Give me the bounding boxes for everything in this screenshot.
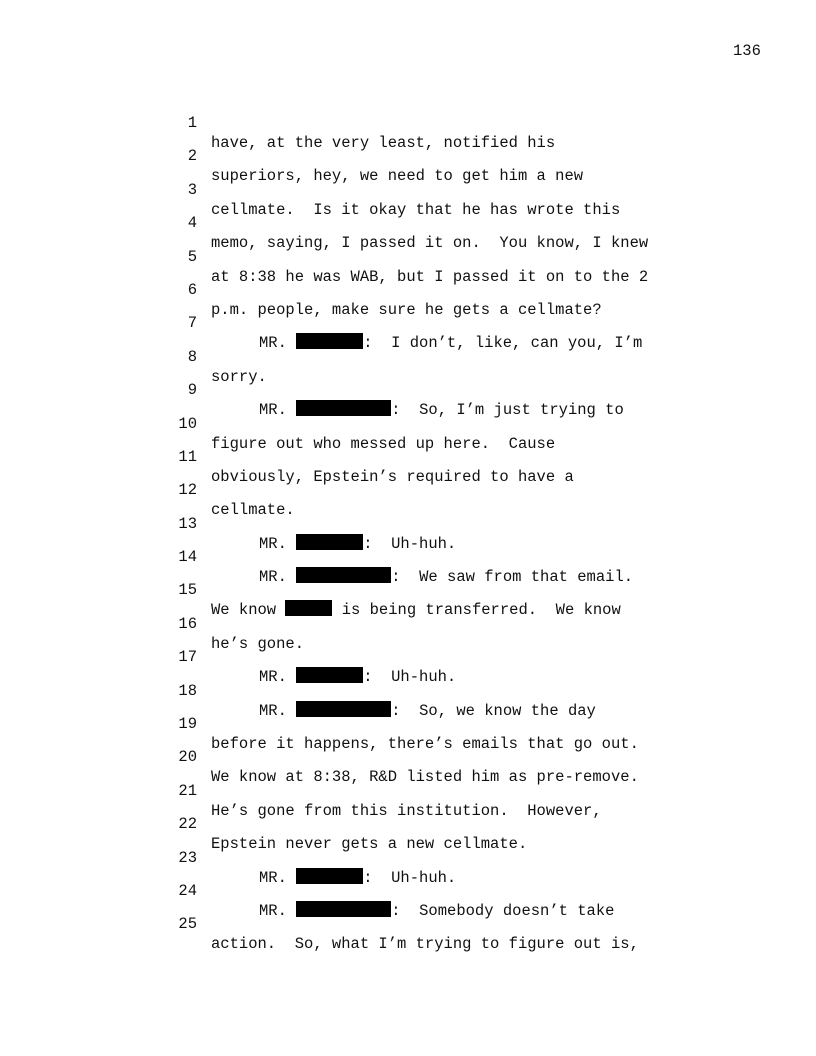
transcript-line bbox=[0, 260, 816, 319]
line-text: action. So, what I’m trying to figure out is, bbox=[211, 935, 639, 954]
line-text: : So, I’m just trying to bbox=[391, 401, 624, 420]
line-number: 2 bbox=[187, 147, 197, 166]
transcript-line bbox=[0, 594, 816, 653]
line-text: he’s gone. bbox=[211, 634, 305, 653]
transcript-line bbox=[0, 193, 816, 253]
line-number: 25 bbox=[178, 915, 197, 934]
transcript-line bbox=[0, 727, 816, 787]
speaker-title: MR. bbox=[259, 701, 287, 720]
transcript-line bbox=[0, 828, 816, 887]
transcript-line bbox=[0, 394, 816, 453]
line-number: 10 bbox=[178, 414, 197, 433]
transcript-line bbox=[0, 126, 816, 186]
speaker-title: MR. bbox=[259, 568, 287, 587]
line-number: 11 bbox=[178, 447, 197, 466]
line-text: superiors, hey, we need to get him a new bbox=[211, 167, 584, 186]
line-text: : Somebody doesn’t take bbox=[391, 901, 615, 920]
line-text: He’s gone from this institution. However, bbox=[211, 801, 602, 820]
line-text: figure out who messed up here. Cause bbox=[211, 434, 556, 453]
line-text: at 8:38 he was WAB, but I passed it on to the 2 bbox=[211, 267, 649, 286]
transcript-line bbox=[0, 427, 816, 486]
line-number: 13 bbox=[178, 514, 197, 533]
line-text: have, at the very least, notified his bbox=[211, 134, 556, 152]
transcript-line bbox=[0, 494, 816, 553]
transcript-line bbox=[0, 160, 816, 219]
line-number: 19 bbox=[178, 715, 197, 734]
line-text: p.m. people, make sure he gets a cellmate? bbox=[211, 300, 602, 319]
line-text: : So, we know the day bbox=[391, 701, 596, 720]
line-number: 24 bbox=[178, 881, 197, 900]
line-text: sorry. bbox=[211, 367, 267, 386]
line-number: 20 bbox=[178, 748, 197, 767]
speaker-title: MR. bbox=[259, 901, 287, 920]
line-number: 1 bbox=[187, 114, 197, 132]
line-number: 16 bbox=[178, 614, 197, 633]
transcript-line bbox=[0, 661, 816, 720]
speaker-title: MR. bbox=[259, 868, 287, 887]
line-number: 21 bbox=[178, 781, 197, 800]
speaker-title: MR. bbox=[259, 334, 287, 353]
page-number: 136 bbox=[733, 42, 761, 60]
line-text: cellmate. Is it okay that he has wrote this bbox=[211, 200, 621, 219]
line-text-after-redaction: is being transferred. We know bbox=[332, 601, 621, 620]
transcript-line bbox=[0, 861, 816, 920]
line-text: : We saw from that email. bbox=[391, 568, 634, 587]
line-number: 7 bbox=[187, 314, 197, 333]
transcript-line bbox=[0, 93, 816, 152]
transcript-line bbox=[0, 527, 816, 587]
line-text: : Uh-huh. bbox=[363, 534, 457, 553]
line-number: 8 bbox=[187, 347, 197, 366]
line-number: 14 bbox=[178, 548, 197, 567]
transcript-line bbox=[0, 894, 816, 954]
line-number: 17 bbox=[178, 648, 197, 667]
line-number: 4 bbox=[187, 214, 197, 233]
transcript-line bbox=[0, 360, 816, 420]
line-text: obviously, Epstein’s required to have a bbox=[211, 467, 574, 486]
speaker-title: MR. bbox=[259, 401, 287, 420]
transcript-body bbox=[0, 93, 816, 954]
transcript-line bbox=[0, 293, 816, 353]
line-text: : I don’t, like, can you, I’m bbox=[363, 334, 643, 353]
line-number: 22 bbox=[178, 815, 197, 834]
line-text: : Uh-huh. bbox=[363, 868, 457, 887]
speaker-title: MR. bbox=[259, 668, 287, 687]
line-number: 6 bbox=[187, 280, 197, 299]
line-number: 12 bbox=[178, 481, 197, 500]
transcript-line bbox=[0, 327, 816, 386]
line-number: 5 bbox=[187, 247, 197, 266]
transcript-line bbox=[0, 627, 816, 687]
transcript-line bbox=[0, 794, 816, 854]
transcript-line bbox=[0, 694, 816, 754]
transcript-line bbox=[0, 560, 816, 620]
transcript-line bbox=[0, 227, 816, 286]
line-number: 3 bbox=[187, 180, 197, 199]
line-text-before-redaction: We know bbox=[211, 601, 286, 620]
transcript-line bbox=[0, 460, 816, 520]
line-number: 18 bbox=[178, 681, 197, 700]
line-number: 23 bbox=[178, 848, 197, 867]
line-number: 15 bbox=[178, 581, 197, 600]
transcript-line bbox=[0, 761, 816, 820]
line-text: memo, saying, I passed it on. You know, I knew bbox=[211, 234, 649, 253]
line-text: We know at 8:38, R&D listed him as pre-remove. bbox=[211, 768, 639, 787]
speaker-title: MR. bbox=[259, 534, 287, 553]
line-text: cellmate. bbox=[211, 501, 295, 520]
line-text: : Uh-huh. bbox=[363, 668, 457, 687]
line-text: before it happens, there’s emails that go out. bbox=[211, 735, 639, 754]
line-text: Epstein never gets a new cellmate. bbox=[211, 835, 528, 854]
line-number: 9 bbox=[187, 381, 197, 400]
